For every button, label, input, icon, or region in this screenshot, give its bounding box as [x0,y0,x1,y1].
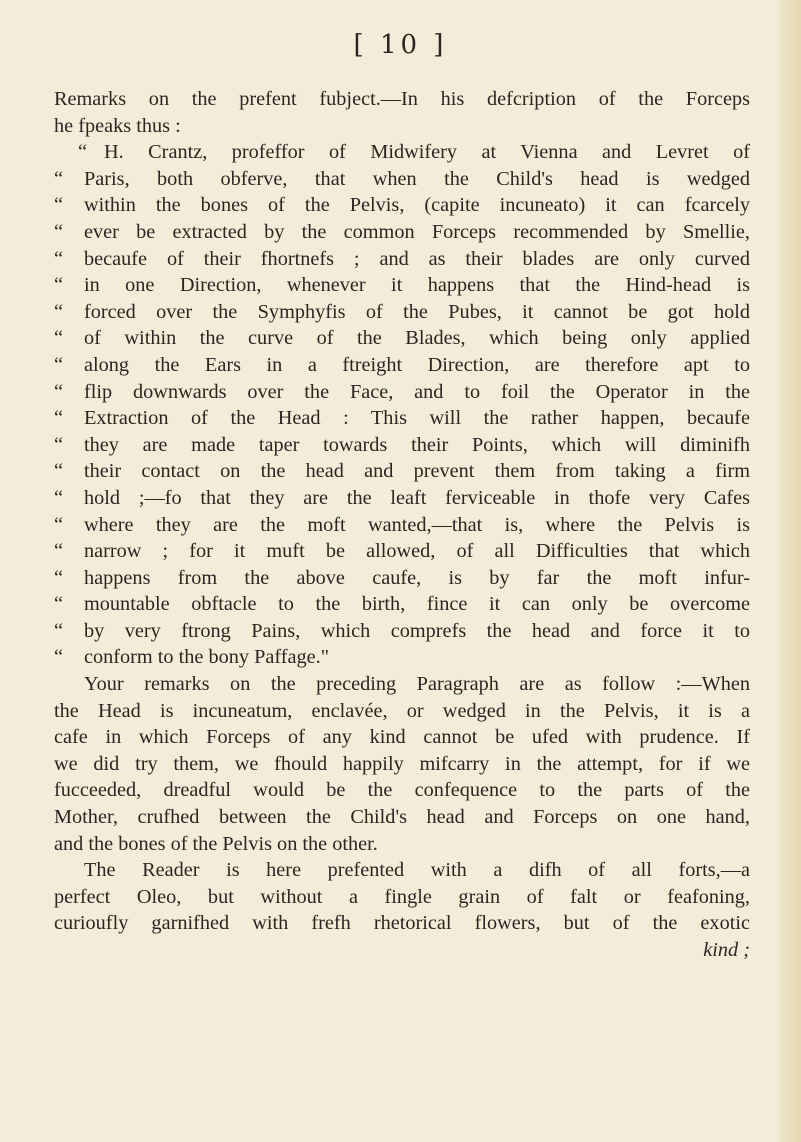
body-text [54,86,750,964]
quote-mark: “ [54,194,64,217]
quote-mark: “ [54,300,64,323]
text-line: Remarks on the prefent fubject.—In his defcription of the Forceps [54,88,750,110]
text-line: hold ;—fo that they are the leaft ferviceable in thofe very Cafes “ [54,485,750,512]
text-line: Paris, both obferve, that when the Child's head is wedged “ [54,166,750,193]
quote-mark: “ [54,593,64,616]
text-line: perfect Oleo, but without a fingle grain of falt or feafoning, [54,885,750,908]
text-line: he fpeaks thus : [54,114,181,137]
quote-mark: “ [54,247,64,270]
quote-mark: “ [54,274,64,297]
quote-mark: “ [54,380,64,403]
text-line: fucceeded, dreadful would be the confequence to the parts of the [54,779,750,802]
text-line: by very ftrong Pains, which comprefs the head and force it to “ [54,618,750,645]
text-line: we did try them, we fhould happily mifcarry in the attempt, for if we [54,752,750,775]
text-line: H. Crantz, profeffor of Midwifery at Vienna and Levret of “ [54,139,750,166]
quote-mark: “ [54,486,64,509]
text-line: forced over the Symphyfis of the Pubes, it cannot be got hold “ [54,299,750,326]
quote-mark: “ [54,646,64,669]
text-line: along the Ears in a ftreight Direction, are therefore apt to “ [54,352,750,379]
quote-mark: “ [54,513,64,536]
text-line: conform to the bony Paffage." “ [54,644,750,671]
text-line: curioufly garnifhed with frefh rhetorical flowers, but of the exotic [54,912,750,935]
text-line: flip downwards over the Face, and to foil the Operator in the “ [54,379,750,406]
quote-mark: “ [54,407,64,430]
quote-mark: “ [54,220,64,243]
text-line: kind ; [703,939,750,961]
quote-mark: “ [54,566,64,589]
quote-mark: “ [54,327,64,350]
text-line: they are made taper towards their Points, which will diminifh “ [54,432,750,459]
text-line: Mother, crufhed between the Child's head and Forceps on one hand, [54,806,750,829]
text-line: their contact on the head and prevent them from taking a firm “ [54,458,750,485]
text-line: of within the curve of the Blades, which being only applied “ [54,325,750,352]
text-line: ever be extracted by the common Forceps recommended by Smellie, “ [54,219,750,246]
quote-mark: “ [54,433,64,456]
text-line: the Head is incuneatum, enclavée, or wedged in the Pelvis, it is a [54,699,750,722]
text-line: in one Direction, whenever it happens that the Hind-head is “ [54,272,750,299]
text-line: where they are the moft wanted,—that is, where the Pelvis is “ [54,512,750,539]
text-line: and the bones of the Pelvis on the other. [54,832,378,855]
text-line: becaufe of their fhortnefs ; and as their blades are only curved “ [54,246,750,273]
quote-mark: “ [54,460,64,483]
quote-mark: “ [54,619,64,642]
text-line: narrow ; for it muft be allowed, of all Difficulties that which “ [54,538,750,565]
page-number: [ 10 ] [353,30,448,60]
quote-mark: “ [54,540,64,563]
text-line: mountable obftacle to the birth, fince it can only be overcome “ [54,591,750,618]
text-line: Your remarks on the preceding Paragraph are as follow :—When [84,673,750,696]
quote-mark: “ [54,167,64,190]
text-line: cafe in which Forceps of any kind cannot be ufed with prudence. If [54,726,750,749]
page-edge-shadow [779,0,801,1142]
text-line: happens from the above caufe, is by far the moft infur- “ [54,565,750,592]
text-line: The Reader is here prefented with a difh of all forts,—a [84,859,750,882]
text-line: Extraction of the Head : This will the rather happen, becaufe “ [54,405,750,432]
text-line: within the bones of the Pelvis, (capite incuneato) it can fcarcely “ [54,192,750,219]
quote-mark: “ [54,353,64,376]
quote-mark: “ [78,141,88,164]
